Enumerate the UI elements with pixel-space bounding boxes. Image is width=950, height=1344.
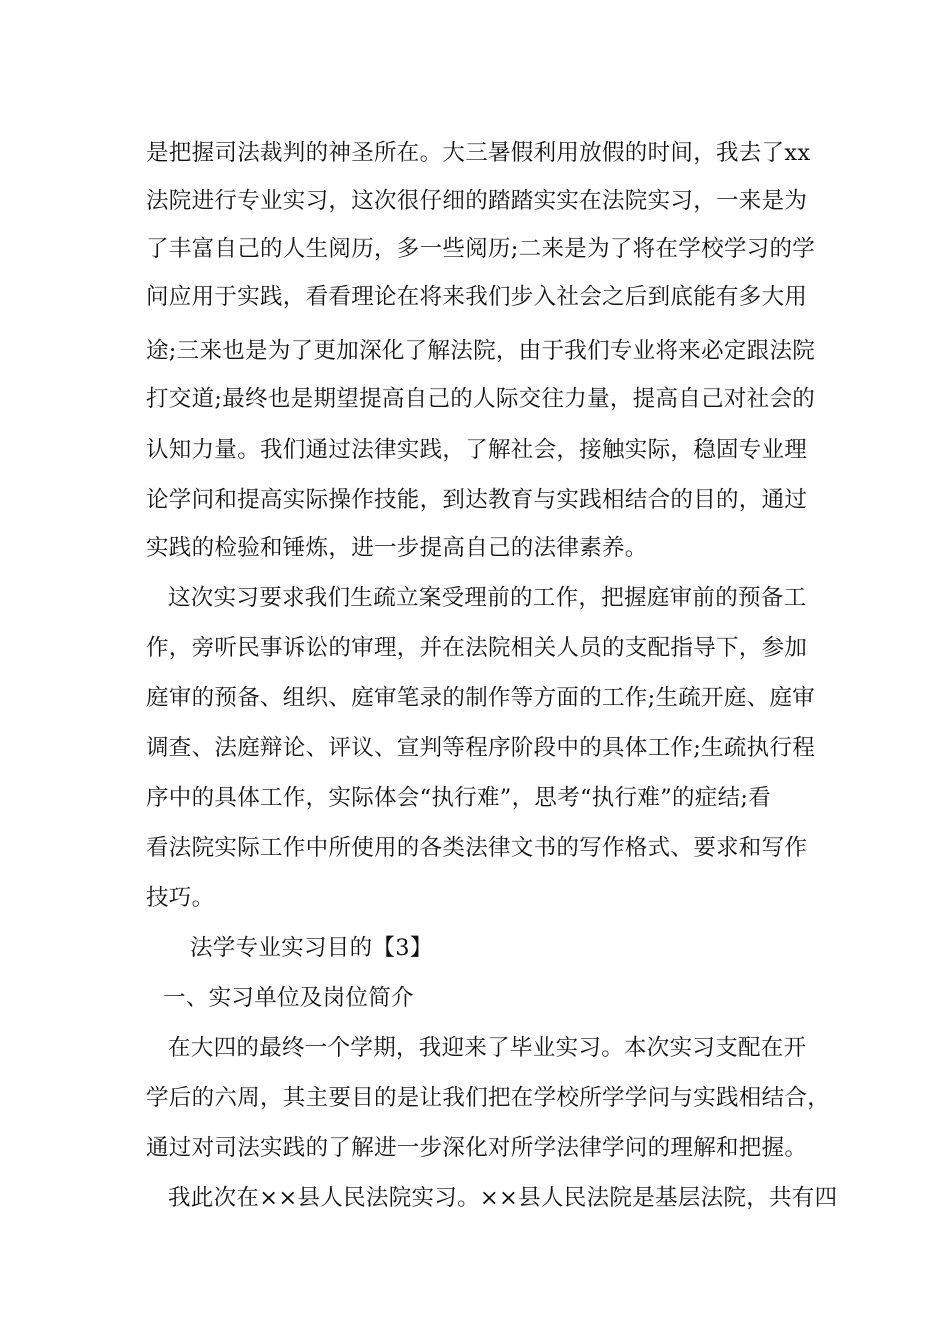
body-text-line: 问应用于实践，看看理论在将来我们步入社会之后到底能有多大用 bbox=[146, 284, 808, 310]
body-text-line: 调查、法庭辩论、评议、宣判等程序阶段中的具体工作;生疏执行程 bbox=[146, 735, 816, 761]
paragraph-first-line: 这次实习要求我们生疏立案受理前的工作，把握庭审前的预备工 bbox=[168, 585, 807, 611]
body-text-line: 打交道;最终也是期望提高自己的人际交往力量，提高自己对社会的 bbox=[146, 386, 816, 412]
body-text-line: 看法院实际工作中所使用的各类法律文书的写作格式、要求和写作 bbox=[146, 835, 808, 861]
body-text-line: 序中的具体工作，实际体会“执行难”，思考“执行难”的症结;看 bbox=[146, 785, 772, 811]
body-text-line: 法院进行专业实习，这次很仔细的踏踏实实在法院实习，一来是为 bbox=[146, 188, 808, 214]
paragraph-first-line: 我此次在××县人民法院实习。××县人民法院是基层法院，共有四 bbox=[168, 1185, 838, 1211]
body-text-line: 技巧。 bbox=[146, 885, 215, 911]
body-text-line: 学后的六周，其主要目的是让我们把在学校所学学问与实践相结合， bbox=[146, 1085, 831, 1111]
body-text-line: 庭审的预备、组织、庭审笔录的制作等方面的工作;生疏开庭、庭审 bbox=[146, 685, 816, 711]
body-text-line: 认知力量。我们通过法律实践，了解社会，接触实际，稳固专业理 bbox=[146, 437, 808, 463]
body-text-line: 通过对司法实践的了解进一步深化对所学法律学问的理解和把握。 bbox=[146, 1135, 808, 1161]
body-text-line: 了丰富自己的人生阅历，多一些阅历;二来是为了将在学校学习的学 bbox=[146, 236, 816, 262]
section-heading: 法学专业实习目的【3】 bbox=[190, 935, 433, 961]
body-text-line: 是把握司法裁判的神圣所在。大三暑假利用放假的时间，我去了xx bbox=[146, 140, 811, 166]
body-text-line: 途;三来也是为了更加深化了解法院，由于我们专业将来必定跟法院 bbox=[146, 338, 816, 364]
body-text-line: 作，旁听民事诉讼的审理，并在法院相关人员的支配指导下，参加 bbox=[146, 635, 808, 661]
body-text-line: 论学问和提高实际操作技能，到达教育与实践相结合的目的，通过 bbox=[146, 487, 808, 513]
body-text-line: 实践的检验和锤炼，进一步提高自己的法律素养。 bbox=[146, 535, 648, 561]
paragraph-first-line: 在大四的最终一个学期，我迎来了毕业实习。本次实习支配在开 bbox=[168, 1035, 807, 1061]
subsection-heading: 一、实习单位及岗位简介 bbox=[163, 985, 414, 1011]
